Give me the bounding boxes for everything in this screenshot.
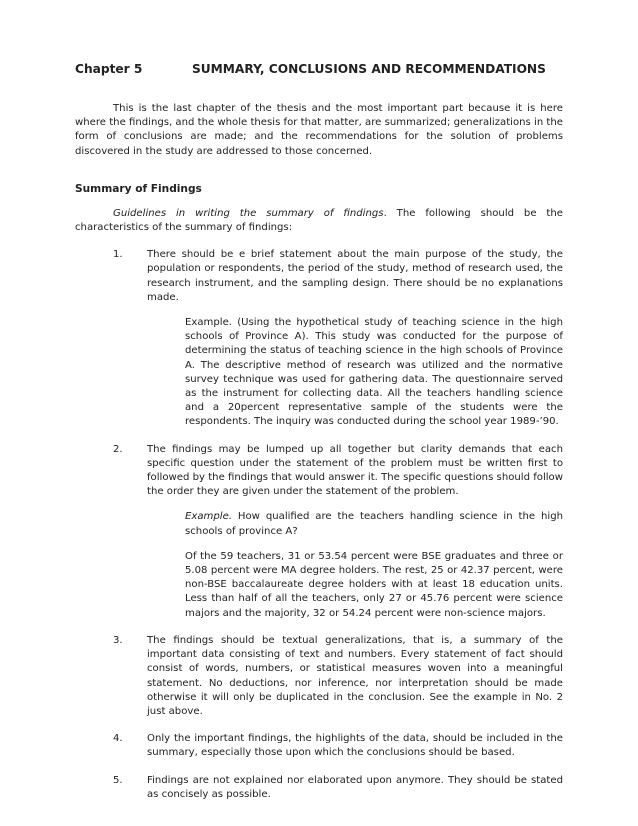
guidelines-paragraph: [75, 207, 563, 235]
list-item: [75, 774, 563, 802]
item-text: Only the important findings, the highlights of the data, should be included in the summary, especially those upon which the conclusions should be based.: [147, 733, 563, 759]
item-number: 2.: [113, 443, 123, 455]
chapter-heading: [75, 62, 563, 76]
guidelines-italic: Guidelines in writing the summary of findings: [113, 207, 384, 219]
list-item: [75, 732, 563, 760]
intro-paragraph: This is the last chapter of the thesis and the most important part because it is here where the findings, and the whole thesis for that matter, are summarized; generalizations in the form of conclusions are made; and the recommendations for the solution of problems discovered in the study are addressed to those concerned.: [75, 103, 563, 157]
example-label: Example.: [185, 511, 232, 523]
example-answer: Of the 59 teachers, 31 or 53.54 percent were BSE graduates and three or 5.08 percent were MA degree holders. The rest, 25 or 42.37 percent, were non-BSE baccalaureate degree holders with at least 18 education units. Less than half of all the teachers, only 27 or 45.76 percent were science majors and the majority, 32 or 54.24 percent were non-science majors.: [185, 550, 563, 619]
item-number: 1.: [113, 249, 123, 261]
item-number: 5.: [113, 774, 123, 786]
item-number: 4.: [113, 733, 123, 745]
example-paragraph: Example. (Using the hypothetical study of teaching science in the high schools of Province A). This study was conducted for the purpose of determining the status of teaching science in the high schools of Province A. The descriptive method of research was utilized and the normative survey technique was used for gathering data. The questionnaire served as the instrument for collecting data. All the teachers handling science and a 20percent representative sample of the students were the respondents. The inquiry was conducted during the school year 1989-’90.: [185, 317, 563, 428]
item-number: 3.: [113, 634, 123, 646]
chapter-number: Chapter 5: [75, 62, 143, 76]
example-question: [185, 510, 563, 538]
example-question-text: How qualified are the teachers handling science in the high schools of province A?: [185, 511, 563, 537]
item-text: Findings are not explained nor elaborated upon anymore. They should be stated as concisely as possible.: [147, 774, 563, 800]
list-item: [75, 634, 563, 719]
chapter-title: SUMMARY, CONCLUSIONS AND RECOMMENDATIONS: [192, 62, 546, 76]
item-text: The findings should be textual generalizations, that is, a summary of the important data consisting of text and numbers. Every statement of fact should consist of words, numbers, or statistical measures woven into a meaningful statement. No deductions, nor inference, nor interpretation should be made otherwise it will only be duplicated in the conclusion. See the example in No. 2 just above.: [147, 634, 563, 717]
list-item: [75, 248, 563, 305]
section-title: Summary of Findings: [75, 182, 202, 195]
item-text: There should be e brief statement about the main purpose of the study, the population or respondents, the period of the study, method of research used, the research instrument, and the sampling design. There should be no explanations made.: [147, 249, 563, 303]
guidelines-rest: . The following should be the characteristics of the summary of findings:: [75, 207, 563, 234]
list-item: [75, 443, 563, 500]
item-text: The findings may be lumped up all together but clarity demands that each specific question under the statement of the problem must be written first to followed by the findings that would answer it. The specific questions should follow the order they are given under the statement of the problem.: [147, 443, 563, 498]
